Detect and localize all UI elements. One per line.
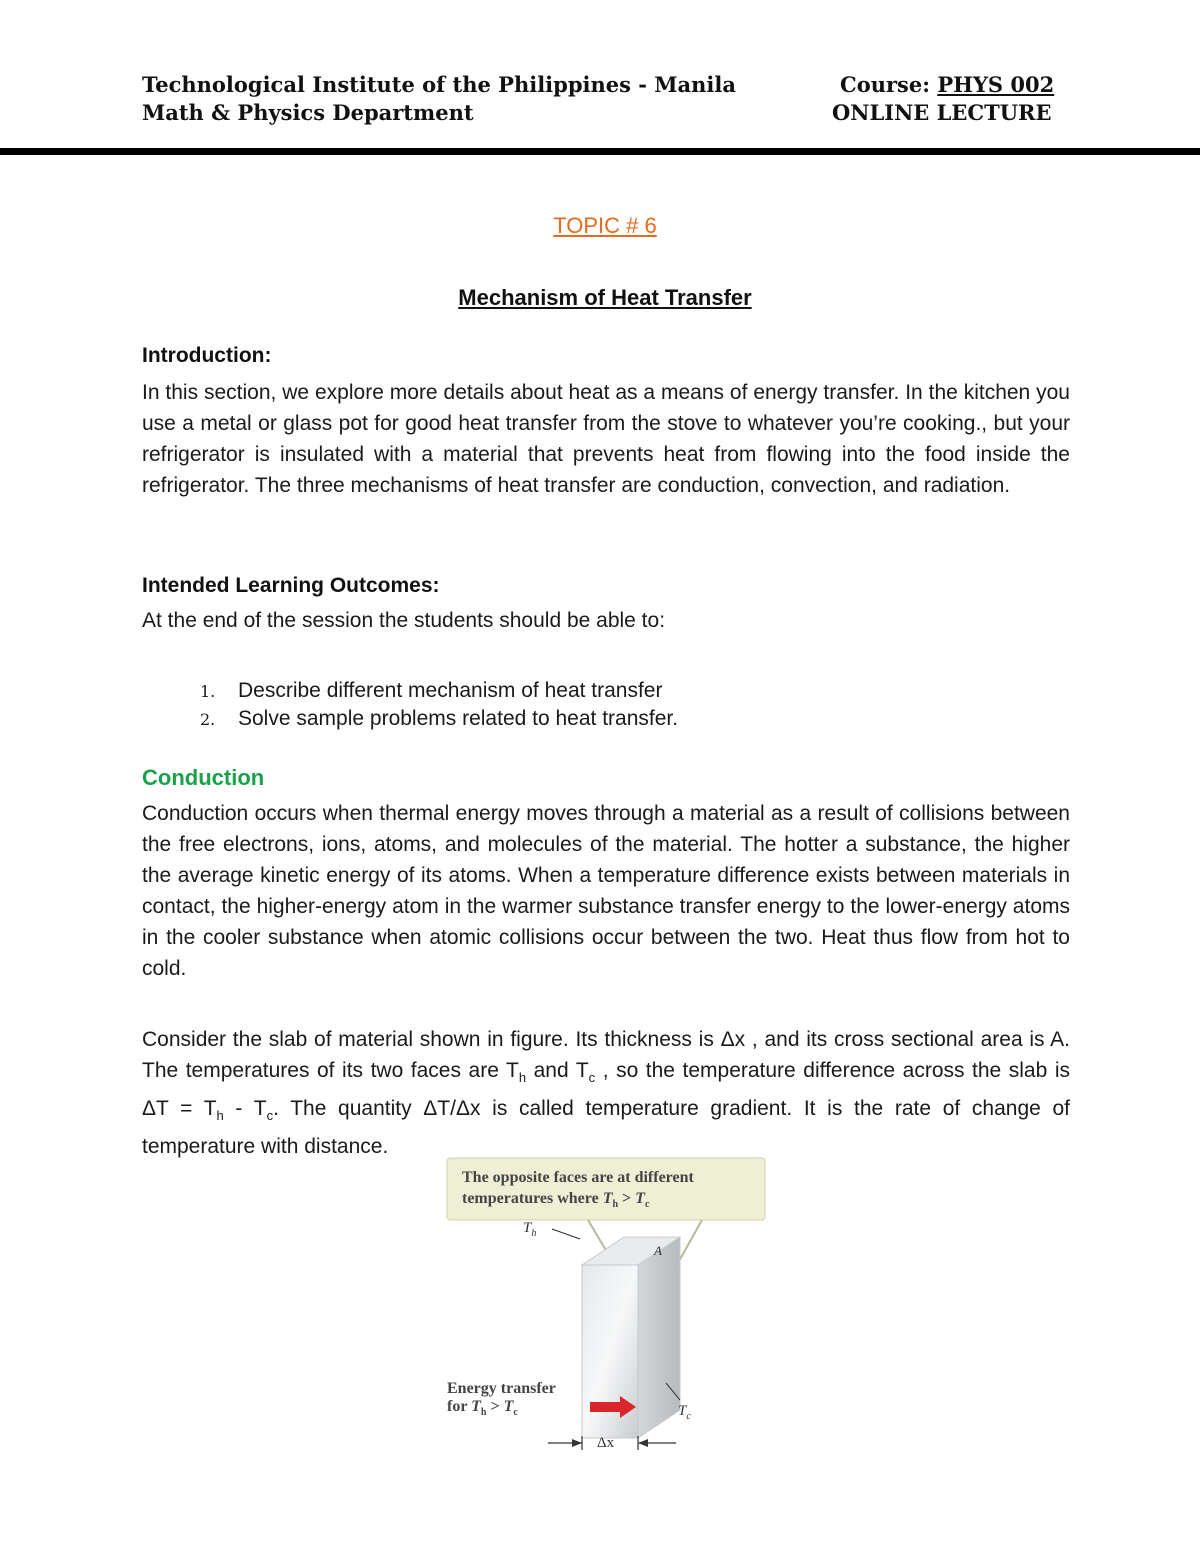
outcomes-heading: Intended Learning Outcomes: [142,574,440,597]
topic-number: TOPIC # 6 [553,213,657,238]
department-name: Math & Physics Department [142,100,474,125]
institution-name: Technological Institute of the Philippines - Manila [142,72,736,97]
gradient-paragraph: Consider the slab of material shown in figure. Its thickness is Δx , and its cross sectional area is A. The temperatures of its two faces are $T_h$ and $T_c$ , so the temperature difference across the slab is $\Delta T = T_h - T_c$. The quantity ΔT/Δx is called temperature gradient. It is the rate of change of temperature with distance. [142,1028,1070,1159]
list-item: 2. Solve sample problems related to heat transfer. [200,707,679,730]
slab-face-hot [582,1265,638,1438]
callout-line-2: temperatures where $T_h > T_c$ [462,1190,650,1211]
outcomes-lead: At the end of the session the students should be able to: [142,609,666,632]
energy-label-line-2: for $T_h > T_c$ [447,1398,518,1419]
th-label: $T_h$ [523,1220,537,1239]
list-item: 1. Describe different mechanism of heat transfer [200,679,663,702]
tc-label: $T_c$ [678,1403,691,1422]
callout-line-1: The opposite faces are at different [462,1169,694,1186]
lecture-mode: ONLINE LECTURE [832,100,1052,125]
conduction-paragraph: Conduction occurs when thermal energy moves through a material as a result of collisions between the free electrons, ions, atoms, and molecules of the material. The hotter a substance, the higher the average kinetic energy of its atoms. When a temperature difference exists between materials in contact, the higher-energy atom in the warmer substance transfer energy to the lower-energy atoms in the cooler substance when atomic collisions occur between the two. Heat thus flow from hot to cold. [142,802,1070,980]
header-divider [0,148,1200,155]
energy-arrow-shaft [590,1402,622,1412]
page-title: Mechanism of Heat Transfer [458,285,752,310]
dx-label: Δx [597,1435,615,1451]
slab-face-cold [638,1237,680,1438]
th-pointer [552,1229,580,1239]
outcomes-list [200,677,678,733]
area-label: A [654,1243,662,1258]
callout-box [447,1158,765,1220]
introduction-heading: Introduction: [142,344,272,367]
introduction-text: In this section, we explore more details about heat as a means of energy transfer. In the kitchen you use a metal or glass pot for good heat transfer from the stove to whatever you’re cooking., but your refrigerator is insulated with a material that prevents heat from flowing into the food inside the refrigerator. The three mechanisms of heat transfer are conduction, convection, and radiation. [142,381,1070,497]
dx-arrow-right [638,1439,648,1447]
course-code: PHYS 002 [937,72,1055,97]
callout-pointer [678,1220,702,1263]
energy-label-line-1: Energy transfer [447,1380,556,1397]
course-line [840,72,1054,97]
course-label: Course: [840,72,938,97]
slab-figure [440,1155,780,1465]
conduction-heading: Conduction [142,765,265,790]
dx-arrow-left [572,1439,582,1447]
